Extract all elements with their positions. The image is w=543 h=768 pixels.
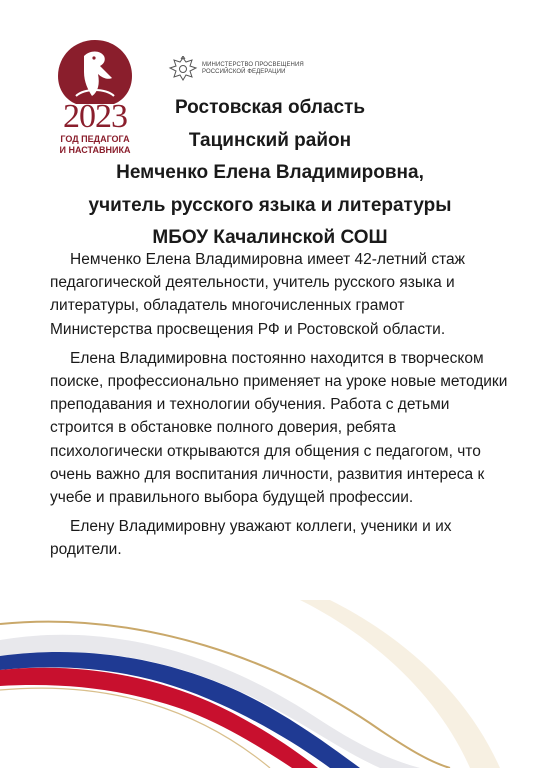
ministry-line2: РОССИЙСКОЙ ФЕДЕРАЦИИ: [202, 69, 286, 75]
heading-district: Тацинский район: [188, 129, 352, 151]
heading-region: Ростовская область: [174, 97, 366, 118]
coat-of-arms-icon: [168, 56, 198, 82]
ministry-line1: МИНИСТЕРСТВО ПРОСВЕЩЕНИЯ: [202, 62, 304, 68]
heading-position: учитель русского языка и литературы: [88, 194, 452, 216]
logo-year: 2023: [63, 98, 127, 135]
paragraph-3: Елену Владимировну уважают коллеги, ученики и их родители.: [50, 518, 452, 559]
logo-caption-line1: ГОД ПЕДАГОГА: [60, 134, 130, 144]
paragraph-2: Елена Владимировна постоянно находится в творческом поиске, профессионально применяет на уроке новые методики преподавания и технологии обучения. Работа с детьми строится в обстановке полного доверия, ребята психологически открываются для общения с педагогом, что очень важно для воспитания личности, развития интереса к учебе и правильного выбора будущей профессии.: [50, 349, 508, 507]
page-heading: [60, 92, 480, 255]
paragraph-1: Немченко Елена Владимировна имеет 42-летний стаж педагогической деятельности, учитель русского языка и литературы, обладатель многочисленных грамот Министерства просвещения РФ и Ростовской области.: [50, 251, 466, 338]
biography-text: [50, 248, 510, 568]
logo-caption-line2: И НАСТАВНИКА: [59, 145, 131, 155]
ministry-header: [168, 56, 304, 82]
heading-teacher-name: Немченко Елена Владимировна,: [116, 162, 424, 183]
heading-school: МБОУ Качалинской СОШ: [152, 227, 388, 248]
tricolor-ribbon-decoration: [0, 600, 543, 768]
ministry-name: [202, 62, 304, 76]
